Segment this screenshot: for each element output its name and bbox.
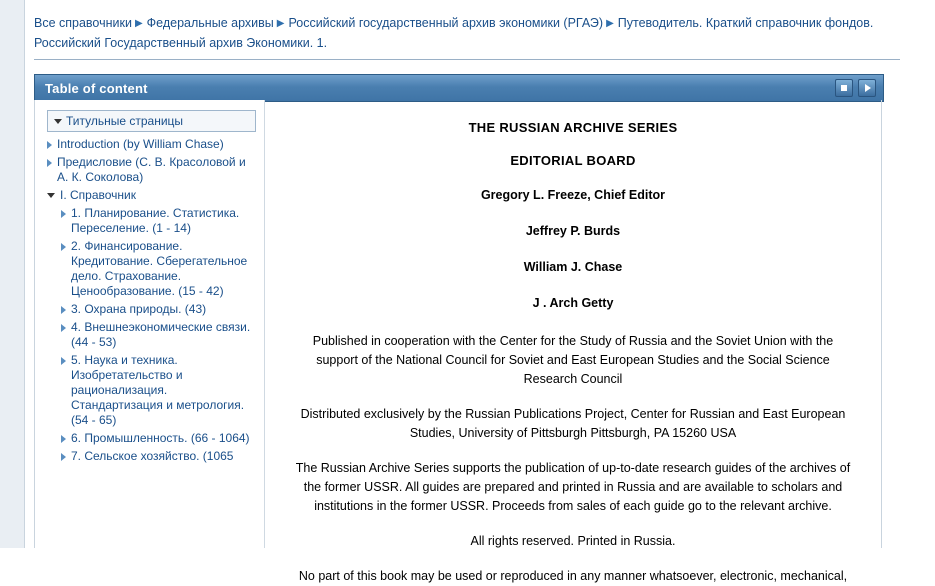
chevron-right-icon bbox=[61, 453, 66, 461]
chevron-right-icon bbox=[61, 357, 66, 365]
toc-item-section-7[interactable] bbox=[61, 449, 256, 464]
toc-root-item[interactable] bbox=[47, 110, 256, 132]
table-of-content-header bbox=[34, 74, 884, 102]
toc-item-label: Предисловие (С. В. Красоловой и А. К. Соколова) bbox=[57, 155, 246, 184]
document-paragraph: No part of this book may be used or reproduced in any manner whatsoever, electronic, mechanical, bbox=[298, 569, 848, 583]
table-of-content-title: Table of content bbox=[45, 80, 148, 96]
chevron-right-icon bbox=[47, 159, 52, 167]
left-rail bbox=[0, 0, 25, 548]
toc-item-section-4[interactable] bbox=[61, 320, 256, 350]
breadcrumb-separator-icon: ▶ bbox=[276, 18, 285, 29]
breadcrumb-item-1[interactable]: Федеральные архивы bbox=[146, 16, 274, 30]
toc-item-label: 4. Внешнеэкономические связи. (44 - 53) bbox=[71, 320, 251, 349]
chevron-right-icon bbox=[61, 435, 66, 443]
content-area bbox=[34, 100, 882, 583]
chevron-right-icon bbox=[61, 243, 66, 251]
toc-item-section-2[interactable] bbox=[61, 239, 256, 299]
breadcrumb-separator-icon: ▶ bbox=[606, 18, 614, 29]
stop-icon[interactable] bbox=[835, 79, 853, 97]
editor-name: J . Arch Getty bbox=[532, 296, 614, 310]
chevron-right-icon bbox=[61, 306, 66, 314]
toc-root-label: Титульные страницы bbox=[66, 114, 184, 128]
editor-name: Gregory L. Freeze, Chief Editor bbox=[480, 188, 666, 202]
editor-name: Jeffrey P. Burds bbox=[525, 224, 621, 238]
document-paragraph: The Russian Archive Series supports the publication of up-to-date research guides of the archives of the former USSR. All guides are prepared and printed in Russia and are available to scholars and institutions in the former USSR. Proceeds from sales of each guide go to the relevant archive. bbox=[295, 461, 851, 513]
chevron-down-icon bbox=[47, 193, 55, 198]
toc-item-section-3[interactable] bbox=[61, 302, 256, 317]
play-icon[interactable] bbox=[858, 79, 876, 97]
document-pane bbox=[265, 100, 881, 583]
toc-item-label: 5. Наука и техника. Изобретательство и рационализация. Стандартизация и метрология. (54 - 65) bbox=[71, 353, 245, 427]
document-paragraph: Published in cooperation with the Center for the Study of Russia and the Soviet Union with the support of the National Council for Soviet and East European Studies and the Social Science Research Council bbox=[312, 334, 834, 386]
toc-item-section-5[interactable] bbox=[61, 353, 256, 428]
toc-sidebar[interactable] bbox=[35, 100, 265, 548]
document-paragraph: Distributed exclusively by the Russian Publications Project, Center for Russian and East European Studies, University of Pittsburgh Pittsburgh, PA 15260 USA bbox=[300, 407, 846, 440]
chevron-right-icon bbox=[47, 141, 52, 149]
toc-item-label: 1. Планирование. Статистика. Переселение. (1 - 14) bbox=[71, 206, 240, 235]
toc-item-label: 2. Финансирование. Кредитование. Сберегательное дело. Страхование. Ценообразование. (15 - 42) bbox=[71, 239, 248, 298]
toc-item-preface[interactable] bbox=[47, 155, 256, 185]
document-title: THE RUSSIAN ARCHIVE SERIES bbox=[468, 120, 678, 135]
table-of-content-buttons bbox=[835, 79, 876, 97]
toc-item-label: 6. Промышленность. (66 - 1064) bbox=[71, 431, 250, 445]
toc-item-section-1[interactable] bbox=[61, 206, 256, 236]
chevron-right-icon bbox=[61, 210, 66, 218]
editor-name: William J. Chase bbox=[523, 260, 623, 274]
toc-item-label: 7. Сельское хозяйство. (1065 bbox=[71, 449, 234, 463]
breadcrumb-item-2[interactable]: Российский государственный архив экономики (РГАЭ) bbox=[288, 16, 604, 30]
breadcrumb-item-0[interactable]: Все справочники bbox=[34, 16, 132, 30]
toc-item-introduction[interactable] bbox=[47, 137, 256, 152]
editorial-board-heading: EDITORIAL BOARD bbox=[510, 153, 636, 168]
toc-item-label: 3. Охрана природы. (43) bbox=[71, 302, 207, 316]
breadcrumb-item-3[interactable]: Путеводитель. Краткий справочник фондов. Российский Государственный архив Экономики. 1. bbox=[34, 16, 874, 50]
breadcrumb bbox=[34, 14, 900, 60]
chevron-down-icon bbox=[54, 119, 62, 124]
document-paragraph: All rights reserved. Printed in Russia. bbox=[470, 534, 676, 548]
breadcrumb-separator-icon: ▶ bbox=[134, 18, 143, 29]
chevron-right-icon bbox=[61, 324, 66, 332]
toc-item-spravochnik[interactable] bbox=[47, 188, 256, 203]
toc-item-label: I. Справочник bbox=[60, 188, 136, 202]
toc-item-label: Introduction (by William Chase) bbox=[57, 137, 224, 151]
toc-item-section-6[interactable] bbox=[61, 431, 256, 446]
